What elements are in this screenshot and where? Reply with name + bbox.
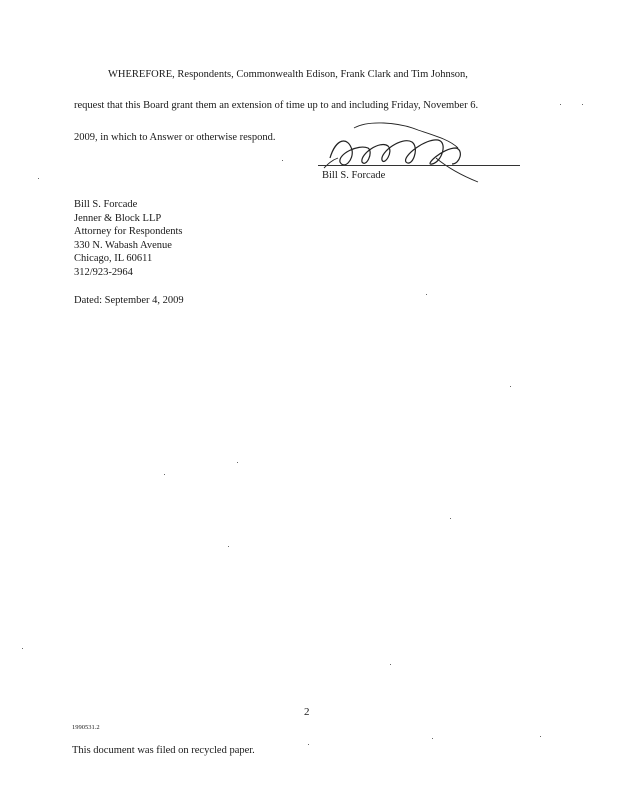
scan-speck (560, 104, 561, 105)
scan-speck (432, 738, 433, 739)
scan-speck (164, 474, 165, 475)
address-line: Jenner & Block LLP (74, 212, 162, 224)
signature-line (318, 165, 520, 166)
scan-speck (540, 736, 541, 737)
scan-speck (22, 648, 23, 649)
address-line: 312/923-2964 (74, 266, 133, 278)
scan-speck (510, 386, 511, 387)
wherefore-paragraph-line-2: request that this Board grant them an extension of time up to and including Friday, November 6. (74, 100, 479, 111)
scan-speck (390, 664, 391, 665)
scan-speck (38, 178, 39, 179)
page-number: 2 (304, 706, 310, 718)
scan-speck (582, 104, 583, 105)
wherefore-paragraph-line-1: WHEREFORE, Respondents, Commonwealth Edison, Frank Clark and Tim Johnson, (108, 69, 468, 80)
scan-speck (228, 546, 229, 547)
scan-speck (282, 160, 283, 161)
scan-speck (450, 518, 451, 519)
wherefore-paragraph-line-3: 2009, in which to Answer or otherwise respond. (74, 132, 276, 143)
attorney-address-block (74, 198, 182, 280)
dated-line: Dated: September 4, 2009 (74, 295, 184, 306)
signatory-printed-name: Bill S. Forcade (322, 170, 386, 181)
scan-speck (237, 462, 238, 463)
scan-speck (308, 744, 309, 745)
address-line: Chicago, IL 60611 (74, 253, 153, 265)
address-line: Bill S. Forcade (74, 199, 138, 210)
scan-speck (426, 294, 427, 295)
address-line: 330 N. Wabash Avenue (74, 239, 172, 251)
address-line: Attorney for Respondents (74, 226, 183, 238)
document-id: 1990531.2 (72, 724, 100, 731)
recycled-paper-note: This document was filed on recycled paper. (72, 745, 255, 756)
